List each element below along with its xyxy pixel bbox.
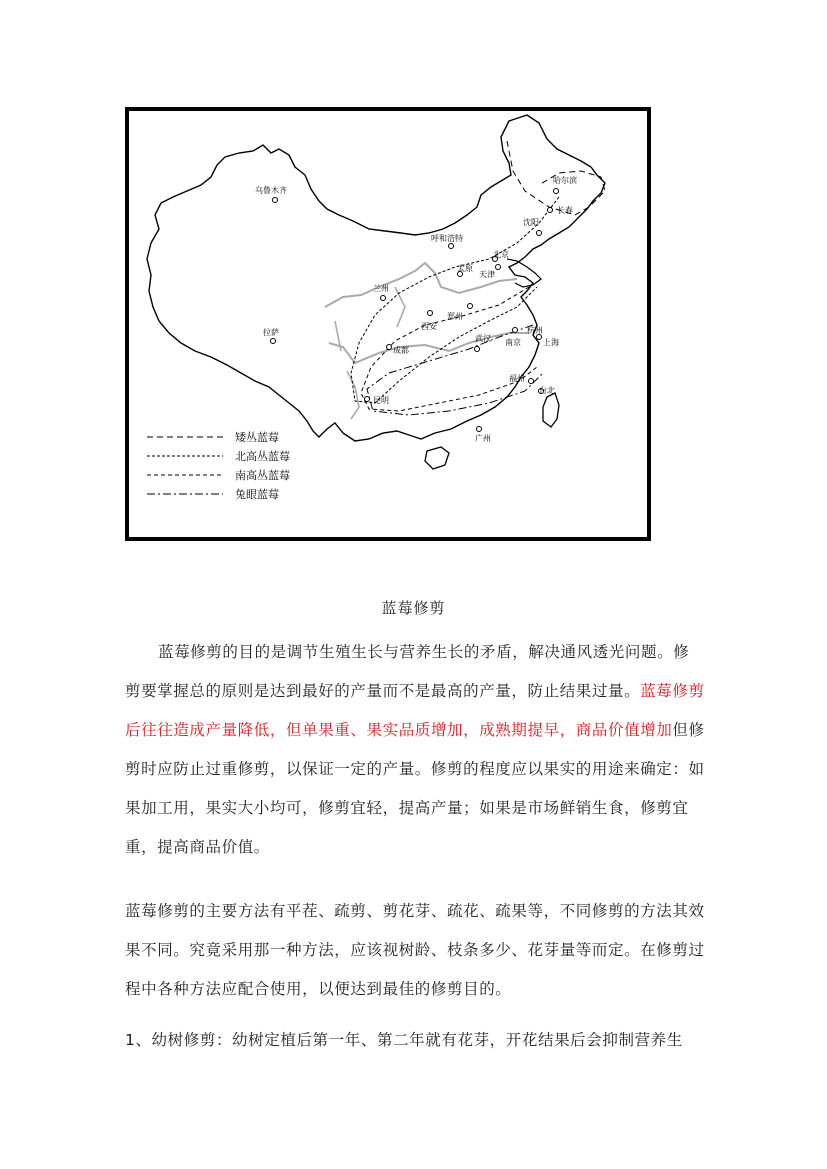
city-label-lhasa: 拉萨 [263, 328, 279, 337]
city-label-taipei: 台北 [539, 386, 555, 395]
city-label-hangzhou: 杭州 [527, 326, 543, 335]
legend-label-northern-highbush: 北高丛蓝莓 [235, 450, 290, 463]
city-label-xian: 西安 [421, 322, 437, 331]
paragraph-purpose-highlight: 蓝莓修剪后往往造成产量降低，但单果重、果实品质增加，成熟期提早，商品价值增加 [125, 682, 705, 739]
city-label-nanjing: 南京 [505, 338, 521, 347]
legend-label-southern-highbush: 南高丛蓝莓 [235, 469, 290, 482]
paragraph-young-tree: 1、幼树修剪：幼树定植后第一年、第二年就有花芽，开花结果后会抑制营养生 [125, 1031, 683, 1049]
section-title: 蓝莓修剪 [381, 599, 446, 617]
blueberry-distribution-map [125, 107, 651, 541]
paragraph-purpose-text-b: 但修剪时应防止过重修剪，以保证一定的产量。修剪的程度应以果实的用途来确定：如果加工用，果实大小均可，修剪宜轻，提高产量；如果是市场鲜销生食，修剪宜重，提高商品价值。 [125, 721, 705, 856]
china-map-svg [129, 111, 647, 537]
hainan-island [425, 447, 449, 469]
paragraph-methods: 蓝莓修剪的主要方法有平茬、疏剪、剪花芽、疏花、疏果等，不同修剪的方法其效果不同。究竟采用那一种方法，应该视树龄、枝条多少、花芽量等而定。在修剪过程中各种方法应配合使用，以便达到最佳的修剪目的。 [125, 902, 705, 998]
city-label-guangzhou: 广州 [475, 434, 491, 443]
legend-label-lowbush: 矮丛蓝莓 [235, 431, 279, 444]
city-label-hohhot: 呼和浩特 [431, 234, 463, 243]
city-label-shanghai: 上海 [543, 338, 559, 347]
city-label-wuhan: 武汉 [475, 334, 491, 343]
paragraph-purpose [125, 633, 705, 867]
city-label-changchun: 长春 [557, 206, 573, 215]
city-label-taiyuan: 太原 [457, 264, 473, 273]
bohai-coast [507, 259, 541, 287]
city-label-beijing: 北京 [493, 250, 509, 259]
city-label-urumqi: 乌鲁木齐 [255, 186, 287, 195]
paragraph-purpose-text-a: 蓝莓修剪的目的是调节生殖生长与营养生长的矛盾，解决通风透光问题。修剪要掌握总的原则是达到最好的产量而不是最高的产量，防止结果过量。 [125, 643, 690, 700]
china-outline [147, 115, 605, 441]
city-label-fuzhou: 福州 [509, 374, 525, 383]
city-label-harbin: 哈尔滨 [553, 176, 577, 185]
city-label-chengdu: 成都 [393, 346, 409, 355]
city-label-zhengzhou: 郑州 [447, 312, 463, 321]
city-label-kunming: 昆明 [373, 396, 389, 405]
city-label-shenyang: 沈阳 [523, 218, 539, 227]
legend-label-rabbiteye: 兔眼蓝莓 [235, 488, 279, 501]
taiwan-island [543, 393, 559, 427]
city-label-tianjin: 天津 [479, 270, 495, 279]
city-markers [271, 189, 559, 432]
map-legend [147, 430, 290, 501]
city-label-lanzhou: 兰州 [373, 284, 389, 293]
